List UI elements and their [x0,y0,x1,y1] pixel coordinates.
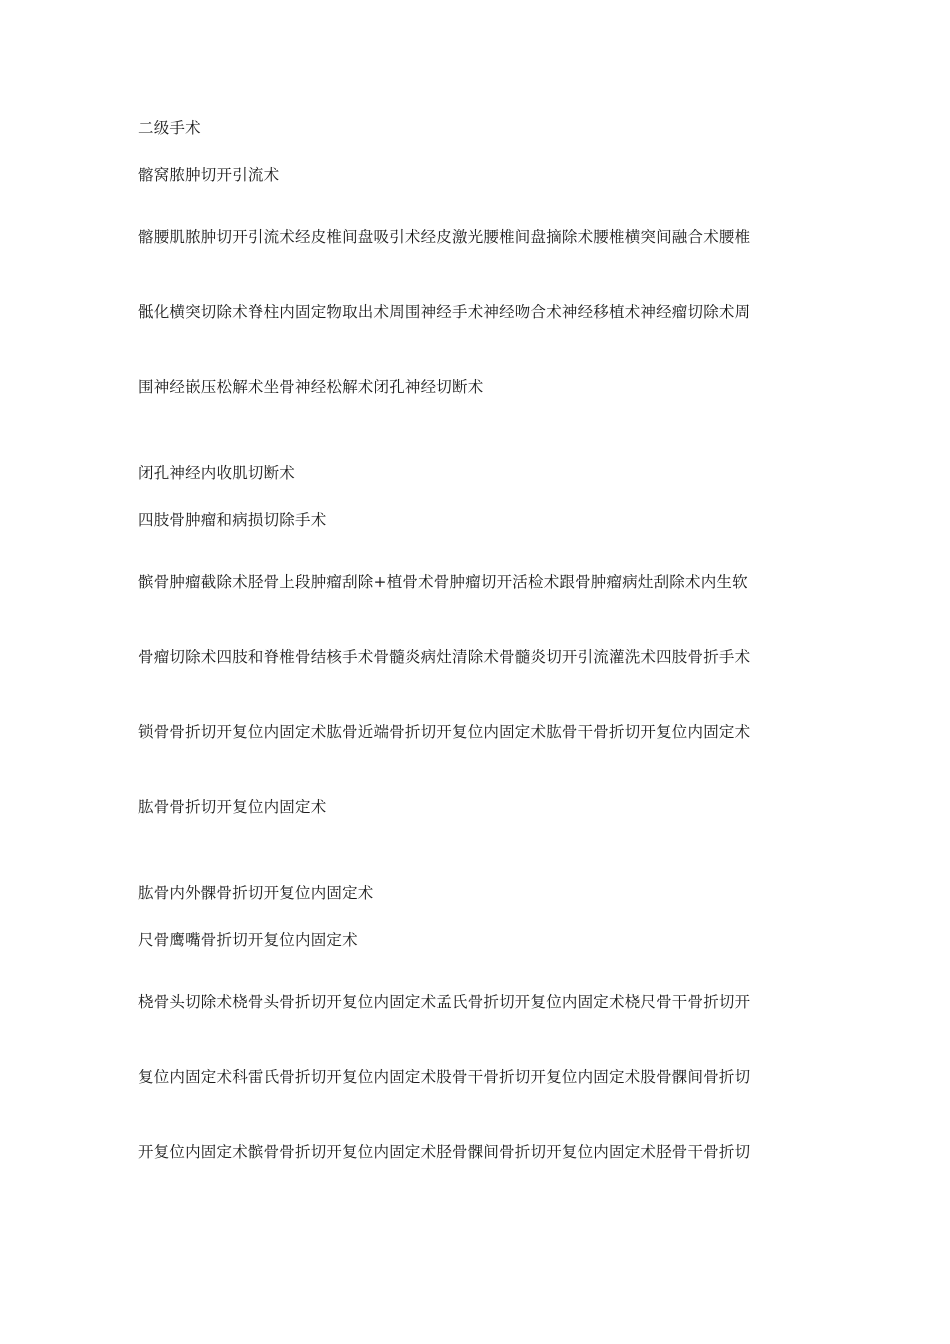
text-line: 复位内固定术科雷氏骨折切开复位内固定术股骨干骨折切开复位内固定术股骨髁间骨折切 [138,1068,751,1086]
text-line: 围神经嵌压松解术坐骨神经松解术闭孔神经切断术 [138,378,484,396]
text-line: 骶化横突切除术脊柱内固定物取出术周围神经手术神经吻合术神经移植术神经瘤切除术周 [138,303,751,321]
text-line: 髂腰肌脓肿切开引流术经皮椎间盘吸引术经皮激光腰椎间盘摘除术腰椎横突间融合术腰椎 [138,228,751,246]
text-line: 桡骨头切除术桡骨头骨折切开复位内固定术孟氏骨折切开复位内固定术桡尺骨干骨折切开 [138,993,751,1011]
text-line: 尺骨鹰嘴骨折切开复位内固定术 [138,931,358,949]
text-line: 锁骨骨折切开复位内固定术肱骨近端骨折切开复位内固定术肱骨干骨折切开复位内固定术 [138,723,751,741]
text-line: 闭孔神经内收肌切断术 [138,464,296,482]
text-line: 肱骨内外髁骨折切开复位内固定术 [138,884,374,902]
text-line: 四肢骨肿瘤和病损切除手术 [138,511,327,529]
text-line: 髌骨肿瘤截除术胫骨上段肿瘤刮除+植骨术骨肿瘤切开活检术跟骨肿瘤病灶刮除术内生软 [138,573,748,591]
text-line: 骨瘤切除术四肢和脊椎骨结核手术骨髓炎病灶清除术骨髓炎切开引流灌洗术四肢骨折手术 [138,648,751,666]
section-heading-level-two-surgery: 二级手术 [138,119,201,137]
text-line: 肱骨骨折切开复位内固定术 [138,798,327,816]
text-line: 髂窝脓肿切开引流术 [138,166,280,184]
text-line: 开复位内固定术髌骨骨折切开复位内固定术胫骨髁间骨折切开复位内固定术胫骨干骨折切 [138,1143,751,1161]
